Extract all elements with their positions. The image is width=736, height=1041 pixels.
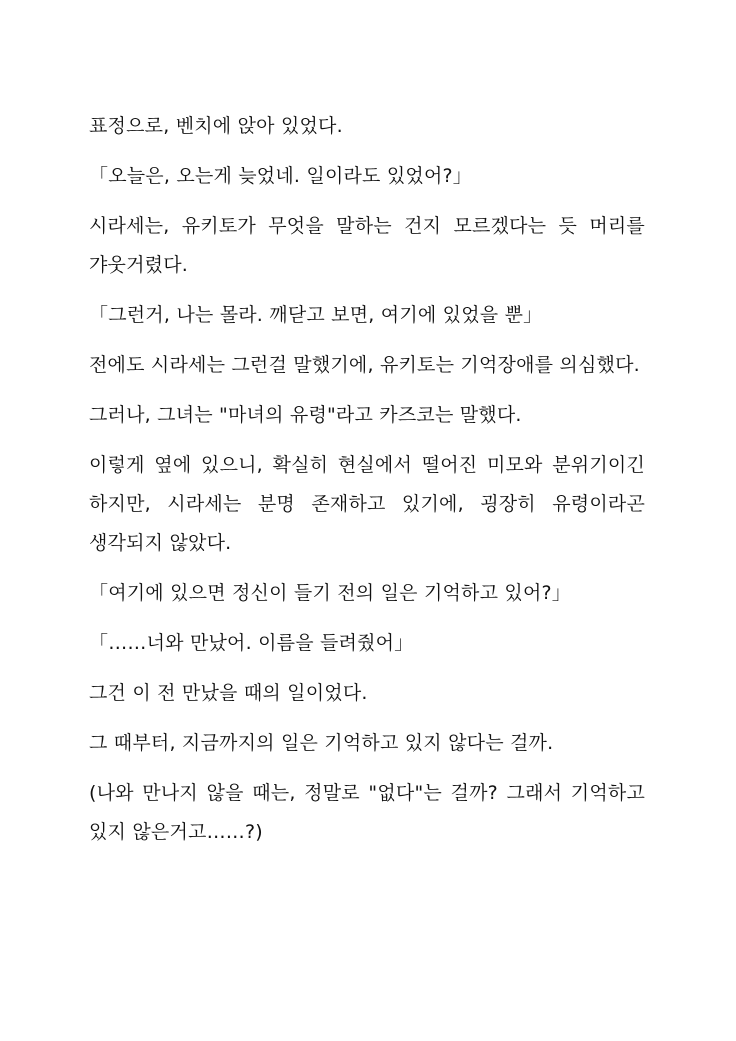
document-body xyxy=(89,107,645,863)
paragraph: 전에도 시라세는 그런걸 말했기에, 유키토는 기억장애를 의심했다. xyxy=(89,354,640,376)
thought-paragraph: (나와 만나지 않을 때는, 정말로 "없다"는 걸까? 그래서 기억하고 있지 않은거고……?) xyxy=(89,782,645,843)
dialogue-paragraph: 「오늘은, 오는게 늦었네. 일이라도 있었어?」 xyxy=(89,165,472,187)
dialogue-paragraph: 「그런거, 나는 몰라. 깨닫고 보면, 여기에 있었을 뿐」 xyxy=(89,304,543,326)
paragraph: 그건 이 전 만났을 때의 일이었다. xyxy=(89,682,368,704)
paragraph: 이렇게 옆에 있으니, 확실히 현실에서 떨어진 미모와 분위기이긴 하지만, 시라세는 분명 존재하고 있기에, 굉장히 유령이라곤 생각되지 않았다. xyxy=(89,454,645,554)
paragraph: 시라세는, 유키토가 무엇을 말하는 건지 모르겠다는 듯 머리를 갸웃거렸다. xyxy=(89,215,645,276)
dialogue-paragraph: 「여기에 있으면 정신이 들기 전의 일은 기억하고 있어?」 xyxy=(89,582,571,604)
paragraph: 그 때부터, 지금까지의 일은 기억하고 있지 않다는 걸까. xyxy=(89,732,554,754)
dialogue-paragraph: 「……너와 만났어. 이름을 들려줬어」 xyxy=(89,632,414,654)
paragraph: 표정으로, 벤치에 앉아 있었다. xyxy=(89,115,343,137)
paragraph: 그러나, 그녀는 "마녀의 유령"라고 카즈코는 말했다. xyxy=(89,404,522,426)
